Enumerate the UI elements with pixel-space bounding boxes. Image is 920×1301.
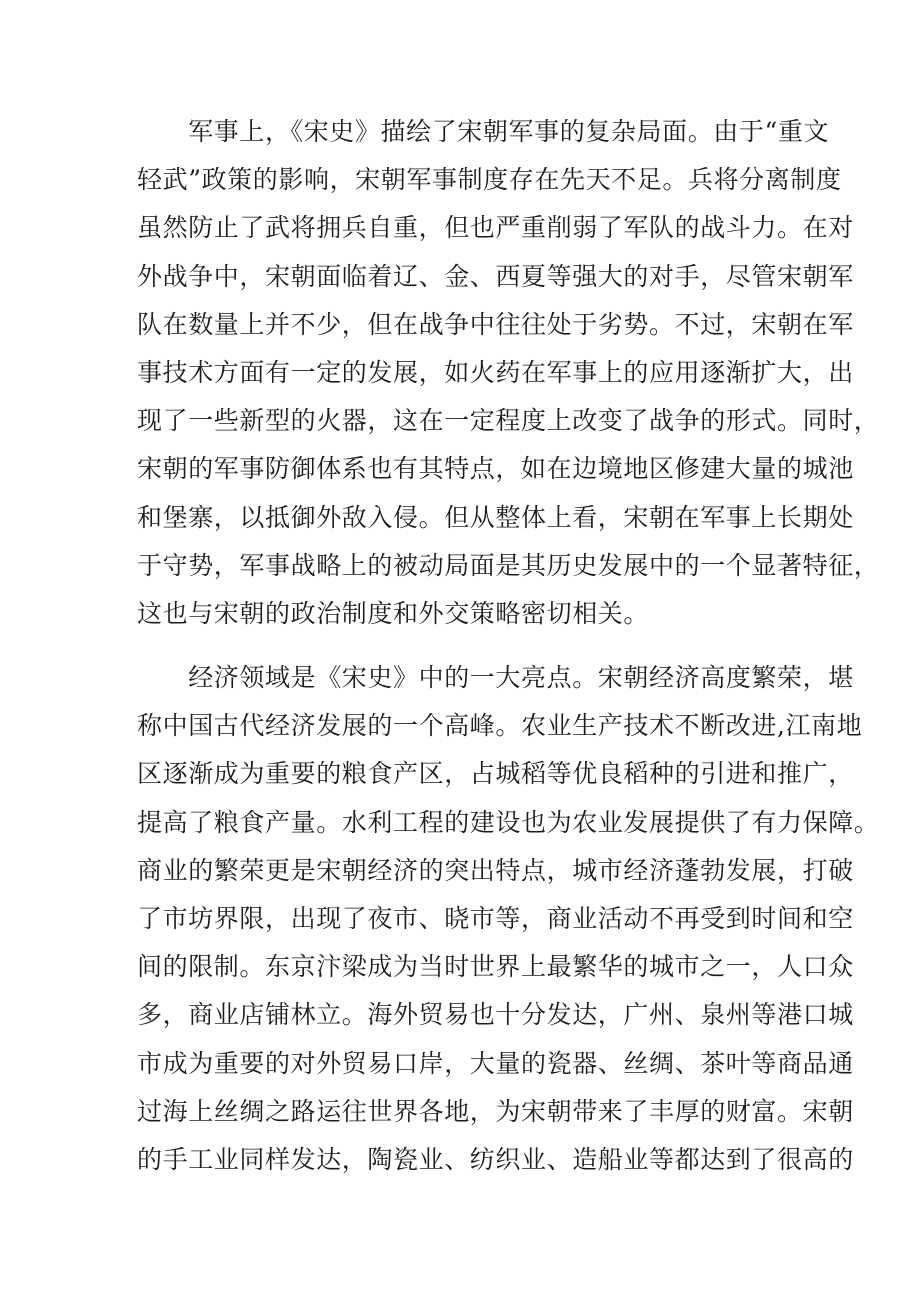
paragraph-spacer [137, 638, 797, 654]
text-line: 轻武”政策的影响，宋朝军事制度存在先天不足。兵将分离制度 [137, 165, 842, 195]
text-line: 的手工业同样发达，陶瓷业、纺织业、造船业等都达到了很高的 [137, 1144, 854, 1174]
text-line: 宋朝的军事防御体系也有其特点，如在边境地区修建大量的城池 [137, 454, 854, 484]
text-line: 军事上，《宋史》描绘了宋朝军事的复杂局面。由于“重文 [137, 117, 830, 146]
paragraph-economy [137, 654, 880, 1184]
text-line: 虽然防止了武将拥兵自重，但也严重削弱了军队的战斗力。在对 [137, 213, 854, 243]
text-line: 外战争中，宋朝面临着辽、金、西夏等强大的对手，尽管宋朝军 [137, 261, 854, 291]
text-line: 称中国古代经济发展的一个高峰。农业生产技术不断改进,江南地 [137, 711, 863, 741]
text-line: 间的限制。东京汴梁成为当时世界上最繁华的城市之一，人口众 [137, 952, 854, 982]
text-line: 现了一些新型的火器，这在一定程度上改变了战争的形式。同时， [137, 406, 880, 436]
text-line: 于守势，军事战略上的被动局面是其历史发展中的一个显著特征， [137, 550, 880, 580]
paragraph-military [137, 108, 880, 638]
text-line: 和堡寨，以抵御外敌入侵。但从整体上看，宋朝在军事上长期处 [137, 502, 854, 532]
text-line: 商业的繁荣更是宋朝经济的突出特点，城市经济蓬勃发展，打破 [137, 855, 854, 885]
body-text [137, 108, 880, 1184]
text-line: 市成为重要的对外贸易口岸，大量的瓷器、丝绸、茶叶等商品通 [137, 1048, 854, 1078]
text-line: 这也与宋朝的政治制度和外交策略密切相关。 [137, 598, 650, 628]
text-line: 过海上丝绸之路运往世界各地，为宋朝带来了丰厚的财富。宋朝 [137, 1096, 854, 1126]
text-line: 区逐渐成为重要的粮食产区，占城稻等优良稻种的引进和推广， [137, 759, 854, 789]
text-line: 提高了粮食产量。水利工程的建设也为农业发展提供了有力保障。 [137, 807, 880, 837]
text-line: 事技术方面有一定的发展，如火药在军事上的应用逐渐扩大，出 [137, 357, 854, 387]
text-line: 多，商业店铺林立。海外贸易也十分发达，广州、泉州等港口城 [137, 1000, 854, 1030]
text-line: 了市坊界限，出现了夜市、晓市等，商业活动不再受到时间和空 [137, 904, 854, 933]
text-line: 队在数量上并不少，但在战争中往往处于劣势。不过，宋朝在军 [137, 309, 854, 339]
text-line: 经济领域是《宋史》中的一大亮点。宋朝经济高度繁荣，堪 [137, 663, 854, 693]
